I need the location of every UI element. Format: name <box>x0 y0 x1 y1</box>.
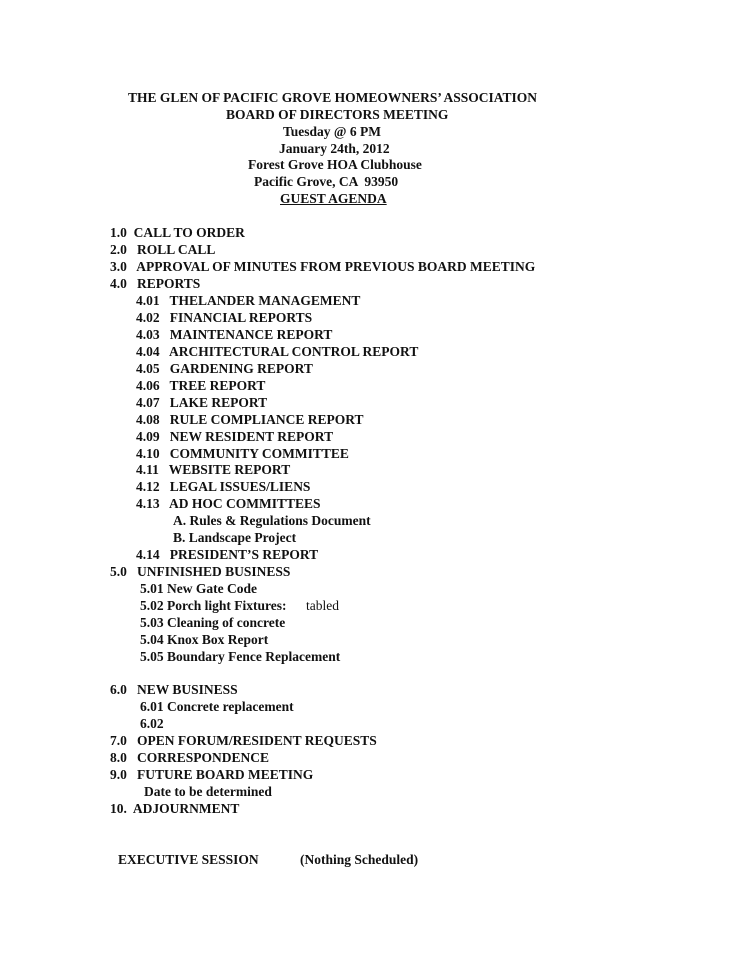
agenda-item-6: 6.0 NEW BUSINESS <box>110 682 238 697</box>
report-4-04: 4.04 ARCHITECTURAL CONTROL REPORT <box>136 344 419 359</box>
report-4-02: 4.02 FINANCIAL REPORTS <box>136 310 313 325</box>
report-4-10: 4.10 COMMUNITY COMMITTEE <box>136 446 349 461</box>
agenda-item-8: 8.0 CORRESPONDENCE <box>110 750 270 765</box>
new-6-01: 6.01 Concrete replacement <box>140 699 294 714</box>
report-4-07: 4.07 LAKE REPORT <box>136 395 268 410</box>
new-6-02: 6.02 <box>140 716 164 731</box>
unfinished-5-01: 5.01 New Gate Code <box>140 581 257 596</box>
agenda-item-10: 10. ADJOURNMENT <box>110 801 240 816</box>
report-4-13: 4.13 AD HOC COMMITTEES <box>136 496 321 511</box>
agenda-item-9-note: Date to be determined <box>144 784 272 799</box>
unfinished-5-04: 5.04 Knox Box Report <box>140 632 269 647</box>
meeting-date: January 24th, 2012 <box>279 141 390 156</box>
agenda-item-2: 2.0 ROLL CALL <box>110 242 216 257</box>
report-4-03: 4.03 MAINTENANCE REPORT <box>136 327 333 342</box>
agenda-item-1: 1.0 CALL TO ORDER <box>110 225 245 240</box>
report-4-01: 4.01 THELANDER MANAGEMENT <box>136 293 361 308</box>
unfinished-5-02: 5.02 Porch light Fixtures: <box>140 598 287 613</box>
agenda-item-3: 3.0 APPROVAL OF MINUTES FROM PREVIOUS BOARD MEETING <box>110 259 536 274</box>
executive-session-label: EXECUTIVE SESSION <box>118 852 259 867</box>
org-title: THE GLEN OF PACIFIC GROVE HOMEOWNERS’ ASSOCIATION <box>128 90 538 105</box>
agenda-item-5: 5.0 UNFINISHED BUSINESS <box>110 564 291 579</box>
report-4-14: 4.14 PRESIDENT’S REPORT <box>136 547 319 562</box>
day-time: Tuesday @ 6 PM <box>283 124 381 139</box>
report-4-13-a: A. Rules & Regulations Document <box>173 513 371 528</box>
executive-session-note: (Nothing Scheduled) <box>300 852 419 867</box>
report-4-09: 4.09 NEW RESIDENT REPORT <box>136 429 334 444</box>
agenda-item-9: 9.0 FUTURE BOARD MEETING <box>110 767 314 782</box>
report-4-11: 4.11 WEBSITE REPORT <box>136 462 291 477</box>
report-4-05: 4.05 GARDENING REPORT <box>136 361 313 376</box>
agenda-item-7: 7.0 OPEN FORUM/RESIDENT REQUESTS <box>110 733 377 748</box>
report-4-06: 4.06 TREE REPORT <box>136 378 266 393</box>
unfinished-5-02-note: tabled <box>306 598 339 613</box>
report-4-08: 4.08 RULE COMPLIANCE REPORT <box>136 412 364 427</box>
unfinished-5-05: 5.05 Boundary Fence Replacement <box>140 649 341 664</box>
report-4-13-b: B. Landscape Project <box>173 530 297 545</box>
report-4-12: 4.12 LEGAL ISSUES/LIENS <box>136 479 311 494</box>
meeting-location: Forest Grove HOA Clubhouse <box>248 157 422 172</box>
meeting-title: BOARD OF DIRECTORS MEETING <box>226 107 449 122</box>
agenda-item-4: 4.0 REPORTS <box>110 276 201 291</box>
agenda-type: GUEST AGENDA <box>280 191 387 206</box>
meeting-city: Pacific Grove, CA 93950 <box>254 174 399 189</box>
unfinished-5-03: 5.03 Cleaning of concrete <box>140 615 286 630</box>
